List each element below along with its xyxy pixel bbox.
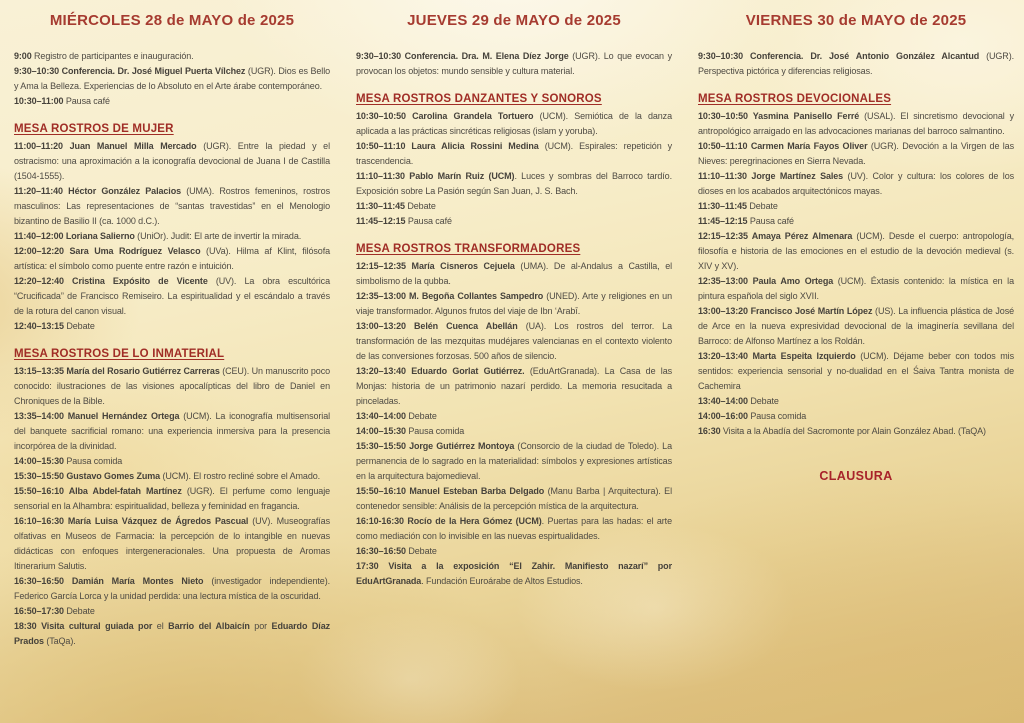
session-entry (698, 229, 1014, 274)
session-entry (14, 604, 330, 619)
session-entry (14, 229, 330, 244)
session-entry-bold-text: 12:35–13:00 Paula Amo Ortega (698, 276, 834, 286)
session-entry-text: (Consorcio de la ciudad de Toledo). La permanencia de lo sagrado en la materialidad: símbolos y expresiones artísticas en la arquitectura bajomedieval. (356, 441, 672, 481)
day-title: JUEVES 29 de MAYO de 2025 (407, 12, 621, 29)
session-entry-bold-text: 10:30–11:00 (14, 96, 64, 106)
session-entry-text: Debate (405, 411, 437, 421)
session-entry-text: (UCM). Semiótica de la danza aplicada a las prácticas sincréticas religiosas (islam y yoruba). (356, 111, 672, 136)
session-entry-text: (UCM). El rostro recliné sobre el Amado. (160, 471, 321, 481)
session-entry-text: (TaQa). (43, 636, 76, 646)
session-group-heading: MESA ROSTROS TRANSFORMADORES (356, 243, 581, 255)
day-column-wednesday (14, 0, 330, 723)
session-entry-text: . Puertas para las hadas: el arte como mediación con lo invisible en las nuevas espirtualidades. (356, 516, 672, 541)
session-entry-bold-text: 15:50–16:10 Manuel Esteban Barba Delgado (356, 486, 545, 496)
session-entry-bold-text: Barrio del Albaicín (168, 621, 250, 631)
session-entry-bold-text: 14:00–16:00 (698, 411, 748, 421)
session-entry-text: (US). La influencia plástica de José de Arce en la nueva expresividad devocional de la imaginería sevillana del Barroco: de Alfonso Martínez a los Roldán. (698, 306, 1014, 346)
session-entry (698, 394, 1014, 409)
session-entry-bold-text: 11:45–12:15 (698, 216, 748, 226)
day-column-thursday (356, 0, 672, 723)
session-entry-bold-text: 15:30–15:50 Jorge Gutiérrez Montoya (356, 441, 515, 451)
session-entry-bold-text: 12:00–12:20 Sara Uma Rodríguez Velasco (14, 246, 201, 256)
day-title: MIÉRCOLES 28 de MAYO de 2025 (49, 12, 295, 29)
session-entry-bold-text: 18:30 Visita cultural guiada por (14, 621, 153, 631)
session-entry (14, 274, 330, 319)
day-schedule (698, 49, 1014, 483)
session-entry-text: (UVa). Hilma af Klint, filósofa artística: el símbolo como puente entre razón e intuición. (14, 246, 331, 271)
session-entry-text: (UCM). Déjame beber con todos mis sentidos: experiencia sensorial y no-dualidad en el Śaiva Tantra monista de Cachemira (698, 351, 1014, 391)
session-entry (14, 244, 330, 274)
session-entry (14, 364, 330, 409)
session-entry-text: (USAL). El sincretismo devocional y antropológico arraigado en las advocaciones marianas del barroco salmantino. (698, 111, 1015, 136)
session-entry-text: Pausa café (747, 216, 794, 226)
day-column-friday (698, 0, 1014, 723)
session-entry-text: Debate (405, 546, 437, 556)
session-entry-text: (UNED). Arte y religiones en un viaje transformador. Algunos frutos del viaje de Ibn ‘Arabī. (356, 291, 672, 316)
session-entry-bold-text: 13:40–14:00 (356, 411, 406, 421)
session-entry (356, 559, 672, 589)
session-entry (356, 199, 672, 214)
session-entry (356, 424, 672, 439)
session-group-heading: MESA ROSTROS DEVOCIONALES (698, 93, 892, 105)
session-entry-text: Registro de participantes e inauguración. (31, 51, 194, 61)
session-entry-text: (UGR). Dios es Bello y Ama la Belleza. Experiencias de lo Absoluto en el Arte árabe contemporáneo. (14, 66, 330, 91)
session-entry-bold-text: 13:15–13:35 María del Rosario Gutiérrez Carreras (14, 366, 220, 376)
session-entry-bold-text: 14:00–15:30 (14, 456, 64, 466)
session-entry-text: (UCM). Espirales: repetición y trascendencia. (356, 141, 672, 166)
session-entry-text: (UGR). Perspectiva pictórica y diferencias religiosas. (698, 51, 1015, 76)
session-entry (14, 409, 330, 454)
session-entry (356, 319, 672, 364)
session-entry (14, 184, 330, 229)
session-entry-text: Pausa comida (405, 426, 465, 436)
session-entry (356, 49, 672, 79)
session-entry (356, 214, 672, 229)
session-entry (698, 214, 1014, 229)
session-entry (14, 574, 330, 604)
session-entry-text: (UCM). Éxtasis contenido: la mística en la pintura española del siglo XVII. (698, 276, 1014, 301)
session-entry-bold-text: 12:15–12:35 María Cisneros Cejuela (356, 261, 515, 271)
session-entry-text: (UCM). La iconografía multisensorial del banquete sacrificial romano: una experiencia inmersiva para la presencia incorpórea de la divinidad. (14, 411, 330, 451)
session-entry-bold-text: 16:30 (698, 426, 721, 436)
session-entry-bold-text: 16:50–17:30 (14, 606, 64, 616)
session-entry (14, 469, 330, 484)
session-entry-text: . Fundación Euroárabe de Altos Estudios. (421, 576, 583, 586)
session-entry (356, 139, 672, 169)
session-entry-bold-text: 11:40–12:00 Loriana Salierno (14, 231, 135, 241)
session-entry (698, 304, 1014, 349)
session-entry-bold-text: 13:00–13:20 Belén Cuenca Abellán (356, 321, 518, 331)
session-entry-bold-text: 11:10–11:30 Pablo Marín Ruiz (UCM) (356, 171, 515, 181)
session-entry-bold-text: 13:35–14:00 Manuel Hernández Ortega (14, 411, 180, 421)
session-entry-text: Debate (747, 396, 779, 406)
day-schedule (14, 49, 330, 649)
session-entry-text: (UMA). Rostros femeninos, rostros masculinos: Las representaciones de “santas travestidas” en el Menologio bizantino de Basilio II (ca. 1000 d.C.). (14, 186, 330, 226)
session-entry (698, 409, 1014, 424)
session-entry (698, 274, 1014, 304)
session-entry-bold-text: 16:30–16:50 (356, 546, 406, 556)
session-entry (14, 454, 330, 469)
session-entry (14, 49, 330, 64)
session-entry-text: (UMA). De al-Andalus a Castilla, el simbolismo de la qubba. (356, 261, 673, 286)
session-entry (14, 139, 330, 184)
day-title: VIERNES 30 de MAYO de 2025 (745, 12, 967, 29)
session-entry (14, 94, 330, 109)
session-entry (356, 514, 672, 544)
closing-label: CLAUSURA (819, 469, 893, 483)
session-entry-text: (UA). Los rostros del terror. La transformación de las mezquitas mudéjares valencianas en el contexto violento de las conversiones forzosas. 500 años de silencio. (356, 321, 672, 361)
session-entry-text: Debate (404, 201, 436, 211)
session-entry-text: (UV). Museografías olfativas en Museos de Farmacia: la percepción de lo intangible en nuevas didácticas con enfoques intergeneracionales. Una propuesta de Aromas Itinerarium Salutis. (14, 516, 330, 571)
session-entry-text: (investigador independiente). Federico García Lorca y la unidad perdida: una lectura mística de la oscuridad. (14, 576, 330, 601)
session-entry (698, 424, 1014, 439)
session-entry-bold-text: 17:30 Visita a la exposición “El Zahir. Manifiesto nazarí” por EduArtGranada (356, 561, 672, 586)
session-entry-bold-text: 10:30–10:50 Carolina Grandela Tortuero (356, 111, 534, 121)
session-entry (698, 349, 1014, 394)
session-group-heading: MESA ROSTROS DE LO INMATERIAL (14, 348, 225, 360)
day-schedule (356, 49, 672, 589)
session-entry-bold-text: 13:20–13:40 Eduardo Gorlat Gutiérrez. (356, 366, 525, 376)
session-entry (356, 289, 672, 319)
session-entry-bold-text: 11:45–12:15 (356, 216, 406, 226)
session-entry (14, 319, 330, 334)
session-group-heading: MESA ROSTROS DE MUJER (14, 123, 174, 135)
session-entry-bold-text: 11:10–11:30 Jorge Martínez Sales (698, 171, 844, 181)
session-entry-text: (UniOr). Judit: El arte de invertir la mirada. (134, 231, 302, 241)
session-entry (356, 169, 672, 199)
session-entry (356, 364, 672, 409)
session-entry (14, 514, 330, 574)
session-entry-bold-text: 12:15–12:35 Amaya Pérez Almenara (698, 231, 853, 241)
session-entry-text: por (249, 621, 272, 631)
session-entry-text: Pausa comida (63, 456, 123, 466)
session-entry (356, 109, 672, 139)
session-entry-text: (Manu Barba | Arquitectura). El contenedor sensible: Análisis de la percepción mística de la arquitectura. (356, 486, 672, 511)
session-entry-text: Visita a la Abadía del Sacromonte por Alain González Abad. (TaQA) (720, 426, 986, 436)
session-entry-text: el (152, 621, 169, 631)
session-entry-bold-text: 10:50–11:10 Carmen María Fayos Oliver (698, 141, 868, 151)
session-entry-text: Pausa café (63, 96, 110, 106)
session-entry (698, 169, 1014, 199)
session-entry-text: Debate (746, 201, 778, 211)
session-entry-bold-text: 9:30–10:30 Conferencia. Dr. José Antonio González Alcantud (698, 51, 980, 61)
session-entry-bold-text: 10:30–10:50 Yasmina Panisello Ferré (698, 111, 860, 121)
session-entry-text: (UV). La obra escultórica “Crucificada” de Francisco Remiseiro. La espiritualidad y el escándalo a través de la rotura del canon visual. (14, 276, 330, 316)
session-entry-text: (EduArtGranada). La Casa de las Monjas: historia de un patrimonio nazarí perdido. La memoria resucitada a pinceladas. (356, 366, 672, 406)
session-entry-bold-text: 11:20–11:40 Héctor González Palacios (14, 186, 181, 196)
session-entry-text: (UGR). Lo que evocan y provocan los objetos: mundo sensible y cultura material. (356, 51, 672, 76)
session-entry-text: . Luces y sombras del Barroco tardío. Exposición sobre La Pasión según San Juan, J. S. Bach. (356, 171, 672, 196)
session-entry-text: (UGR). Entre la piedad y el ostracismo: una aproximación a la iconografía devocional de Juana I de Castilla (1504-1555). (14, 141, 330, 181)
session-entry-bold-text: 16:10–16:30 María Luisa Vázquez de Ágredos Pascual (14, 516, 249, 526)
session-entry (356, 484, 672, 514)
session-entry-bold-text: 13:00–13:20 Francisco José Martín López (698, 306, 873, 316)
session-entry-bold-text: 16:30–16:50 Damián María Montes Nieto (14, 576, 204, 586)
session-entry-bold-text: 11:30–11:45 (356, 201, 405, 211)
session-entry-bold-text: 15:30–15:50 Gustavo Gomes Zuma (14, 471, 161, 481)
session-entry (356, 409, 672, 424)
session-entry-bold-text: 13:20–13:40 Marta Espeita Izquierdo (698, 351, 856, 361)
session-entry-bold-text: 11:30–11:45 (698, 201, 747, 211)
session-entry-bold-text: 10:50–11:10 Laura Alicia Rossini Medina (356, 141, 539, 151)
session-entry-bold-text: Eduardo Díaz Prados (14, 621, 330, 646)
session-entry-text: (CEU). Un manuscrito poco conocido: ilustraciones de las visiones apocalípticas del libro de Daniel en Chroniques de la Bible. (14, 366, 331, 406)
session-entry (698, 109, 1014, 139)
session-entry (14, 619, 330, 649)
session-entry-text: (UV). Color y cultura: los colores de los dioses en los acabados arquitectónicos mayas. (698, 171, 1014, 196)
session-entry-text: Pausa café (405, 216, 452, 226)
session-entry (698, 139, 1014, 169)
session-entry-bold-text: 16:10-16:30 Rocío de la Hera Gómez (UCM) (356, 516, 542, 526)
session-entry-bold-text: 13:40–14:00 (698, 396, 748, 406)
session-entry-bold-text: 14:00–15:30 (356, 426, 406, 436)
session-entry-text: Debate (63, 606, 95, 616)
session-entry-bold-text: 9:00 (14, 51, 32, 61)
session-entry-bold-text: 11:00–11:20 Juan Manuel Milla Mercado (14, 141, 197, 151)
session-entry-bold-text: 12:20–12:40 Cristina Expósito de Vicente (14, 276, 208, 286)
session-entry-bold-text: 15:50–16:10 Alba Abdel-fatah Martínez (14, 486, 182, 496)
session-entry-text: Pausa comida (747, 411, 807, 421)
session-entry-bold-text: 9:30–10:30 Conferencia. Dr. José Miguel Puerta Vílchez (14, 66, 246, 76)
session-entry (698, 199, 1014, 214)
session-entry-bold-text: 12:35–13:00 M. Begoña Collantes Sampedro (356, 291, 544, 301)
session-group-heading: MESA ROSTROS DANZANTES Y SONOROS (356, 93, 602, 105)
session-entry-text: (UGR). Devoción a la Virgen de las Nieves: peregrinaciones en Sierra Nevada. (698, 141, 1014, 166)
session-entry-bold-text: 12:40–13:15 (14, 321, 64, 331)
session-entry (14, 484, 330, 514)
session-entry-text: Debate (63, 321, 95, 331)
session-entry (356, 544, 672, 559)
session-entry (356, 439, 672, 484)
session-entry-text: (UCM). Desde el cuerpo: antropología, filosofía e historia de las emociones en el estudio de la devoción medieval (s. XIV y XV). (698, 231, 1014, 271)
session-entry (14, 64, 330, 94)
session-entry-text: (UGR). El perfume como lenguaje sensorial en la Alhambra: espiritualidad, belleza y feminidad en fragancia. (14, 486, 330, 511)
session-entry (356, 259, 672, 289)
session-entry (698, 49, 1014, 79)
session-entry-bold-text: 9:30–10:30 Conferencia. Dra. M. Elena Díez Jorge (356, 51, 569, 61)
